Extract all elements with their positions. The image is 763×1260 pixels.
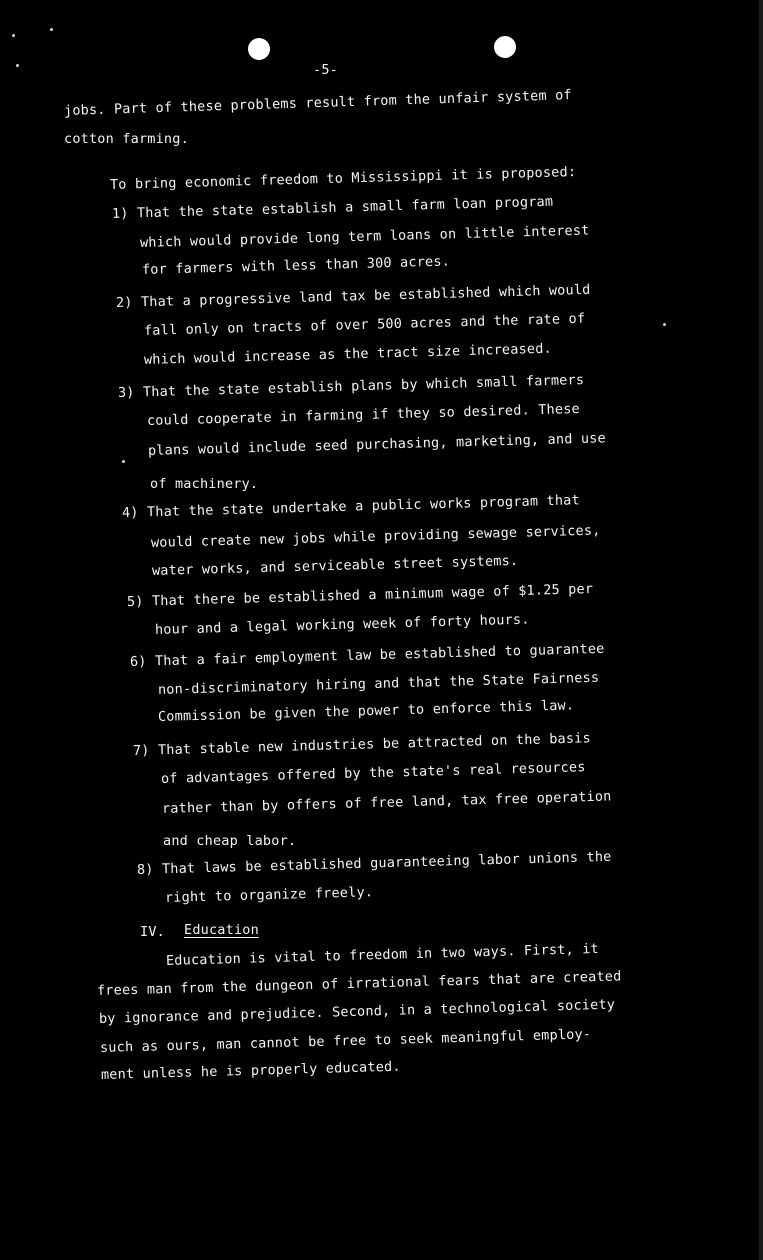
- list-item-3: 3) That the state establish plans by which small farmers: [117, 371, 585, 401]
- scan-edge: [759, 0, 763, 1260]
- text-line: frees man from the dungeon of irrational fears that are created: [96, 968, 622, 999]
- text-line: could cooperate in farming if they so desired. These: [146, 400, 581, 429]
- text-line: water works, and serviceable street systems.: [151, 552, 519, 579]
- text-line: plans would include seed purchasing, marketing, and use: [147, 430, 607, 459]
- text-line: ment unless he is properly educated.: [100, 1058, 401, 1083]
- text-line: and cheap labor.: [163, 833, 297, 849]
- list-item-8: 8) That laws be established guaranteeing labor unions the: [136, 848, 612, 878]
- text-line: hour and a legal working week of forty hours.: [154, 611, 530, 638]
- text-line: Commission be given the power to enforce this law.: [157, 697, 575, 725]
- punch-hole-right: [494, 36, 516, 58]
- scan-speck: [12, 34, 15, 37]
- scan-speck: [16, 64, 19, 67]
- text-line: of advantages offered by the state's real resources: [160, 759, 586, 787]
- text-line: Education is vital to freedom in two ways. First, it: [165, 940, 600, 969]
- text-line: rather than by offers of free land, tax free operation: [161, 788, 612, 817]
- page-number: -5-: [313, 62, 338, 78]
- list-item-5: 5) That there be established a minimum wage of $1.25 per: [126, 580, 594, 610]
- list-item-6: 6) That a fair employment law be established to guarantee: [129, 640, 605, 670]
- text-line: which would provide long term loans on little interest: [139, 222, 590, 251]
- text-line: which would increase as the tract size increased.: [143, 340, 553, 368]
- text-line: such as ours, man cannot be free to seek meaningful employ-: [99, 1026, 592, 1056]
- scan-speck: [122, 460, 125, 463]
- text-line: jobs. Part of these problems result from the unfair system of: [63, 87, 573, 119]
- text-line: by ignorance and prejudice. Second, in a technological society: [98, 996, 616, 1027]
- section-heading: Education: [184, 922, 259, 938]
- text-line: would create new jobs while providing sewage services,: [150, 522, 601, 551]
- text-line: cotton farming.: [64, 131, 189, 147]
- list-item-7: 7) That stable new industries be attracted on the basis: [132, 730, 592, 759]
- text-line: To bring economic freedom to Mississippi it is proposed:: [109, 163, 577, 193]
- list-item-4: 4) That the state undertake a public works program that: [121, 492, 581, 521]
- scan-speck: [50, 28, 53, 31]
- punch-hole-left: [248, 38, 270, 60]
- text-line: right to organize freely.: [164, 884, 374, 906]
- text-line: for farmers with less than 300 acres.: [141, 253, 451, 278]
- text-line: non-discriminatory hiring and that the State Fairness: [157, 669, 600, 698]
- text-line: fall only on tracts of over 500 acres and the rate of: [143, 310, 586, 339]
- scan-speck: [663, 323, 666, 326]
- list-item-1: 1) That the state establish a small farm loan program: [111, 193, 554, 222]
- text-line: of machinery.: [150, 476, 259, 492]
- section-number: IV.: [140, 924, 165, 940]
- list-item-2: 2) That a progressive land tax be established which would: [115, 281, 591, 311]
